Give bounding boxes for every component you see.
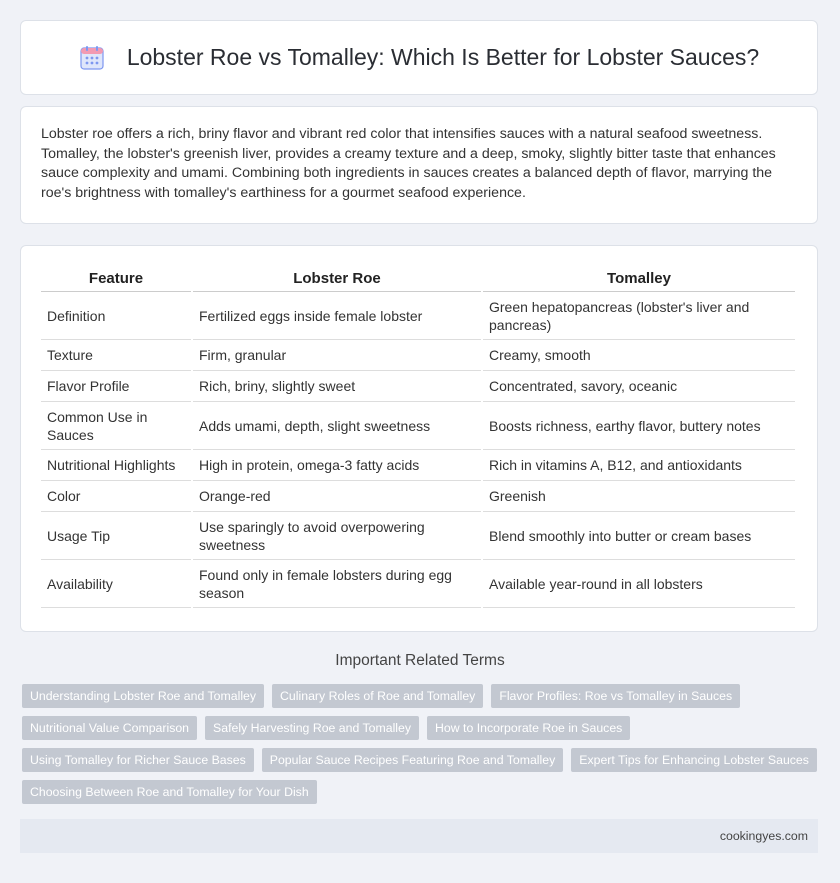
footer-site-link[interactable]: cookingyes.com xyxy=(719,829,808,843)
table-cell: Rich in vitamins A, B12, and antioxidants xyxy=(483,450,795,481)
table-cell: Firm, granular xyxy=(193,340,481,371)
table-row xyxy=(41,512,795,560)
column-header-lobster-roe: Lobster Roe xyxy=(193,266,481,292)
related-term-tag[interactable]: Choosing Between Roe and Tomalley for Your Dish xyxy=(22,780,317,804)
table-cell: Definition xyxy=(41,292,191,340)
related-term-tag[interactable]: Expert Tips for Enhancing Lobster Sauces xyxy=(571,748,817,772)
table-cell: Greenish xyxy=(483,481,795,512)
footer xyxy=(20,819,818,853)
related-term-tag[interactable]: Flavor Profiles: Roe vs Tomalley in Sauces xyxy=(491,684,740,708)
table-cell: High in protein, omega-3 fatty acids xyxy=(193,450,481,481)
table-cell: Blend smoothly into butter or cream bases xyxy=(483,512,795,560)
table-cell: Creamy, smooth xyxy=(483,340,795,371)
table-cell: Adds umami, depth, slight sweetness xyxy=(193,402,481,450)
comparison-table xyxy=(39,266,797,608)
table-cell: Boosts richness, earthy flavor, buttery notes xyxy=(483,402,795,450)
intro-card xyxy=(20,106,818,224)
table-cell: Use sparingly to avoid overpowering sweetness xyxy=(193,512,481,560)
related-term-tag[interactable]: Using Tomalley for Richer Sauce Bases xyxy=(22,748,254,772)
related-term-tag[interactable]: Culinary Roles of Roe and Tomalley xyxy=(272,684,483,708)
column-header-feature: Feature xyxy=(41,266,191,292)
related-term-tag[interactable]: Understanding Lobster Roe and Tomalley xyxy=(22,684,264,708)
table-cell: Nutritional Highlights xyxy=(41,450,191,481)
related-terms-list xyxy=(22,684,822,804)
table-cell: Availability xyxy=(41,560,191,608)
page-title: Lobster Roe vs Tomalley: Which Is Better for Lobster Sauces? xyxy=(126,44,760,70)
table-cell: Found only in female lobsters during egg season xyxy=(193,560,481,608)
related-term-tag[interactable]: Popular Sauce Recipes Featuring Roe and Tomalley xyxy=(262,748,564,772)
table-cell: Flavor Profile xyxy=(41,371,191,402)
table-row xyxy=(41,402,795,450)
table-cell: Common Use in Sauces xyxy=(41,402,191,450)
related-terms-heading: Important Related Terms xyxy=(335,652,505,669)
table-header-row xyxy=(41,266,795,292)
table-row xyxy=(41,450,795,481)
column-header-tomalley: Tomalley xyxy=(483,266,795,292)
table-cell: Green hepatopancreas (lobster's liver and pancreas) xyxy=(483,292,795,340)
related-term-tag[interactable]: Nutritional Value Comparison xyxy=(22,716,197,740)
intro-paragraph: Lobster roe offers a rich, briny flavor and vibrant red color that intensifies sauces with a natural seafood sweetness. Tomalley, the lobster's greenish liver, provides a creamy texture and a deep, smoky, slightly bitter taste that enhances sauce complexity and umami. Combining both ingredients in sauces creates a balanced depth of flavor, marrying the roe's brightness with tomalley's earthiness for a gourmet seafood experience. xyxy=(41,126,776,201)
table-cell: Fertilized eggs inside female lobster xyxy=(193,292,481,340)
table-cell: Texture xyxy=(41,340,191,371)
calendar-icon xyxy=(79,45,105,71)
table-row xyxy=(41,340,795,371)
comparison-table-card xyxy=(20,245,818,632)
table-cell: Rich, briny, slightly sweet xyxy=(193,371,481,402)
table-row xyxy=(41,560,795,608)
table-row xyxy=(41,371,795,402)
table-row xyxy=(41,292,795,340)
table-cell: Orange-red xyxy=(193,481,481,512)
related-term-tag[interactable]: How to Incorporate Roe in Sauces xyxy=(427,716,630,740)
header-card xyxy=(20,20,818,95)
table-cell: Color xyxy=(41,481,191,512)
table-cell: Concentrated, savory, oceanic xyxy=(483,371,795,402)
table-row xyxy=(41,481,795,512)
table-cell: Available year-round in all lobsters xyxy=(483,560,795,608)
table-cell: Usage Tip xyxy=(41,512,191,560)
related-term-tag[interactable]: Safely Harvesting Roe and Tomalley xyxy=(205,716,419,740)
